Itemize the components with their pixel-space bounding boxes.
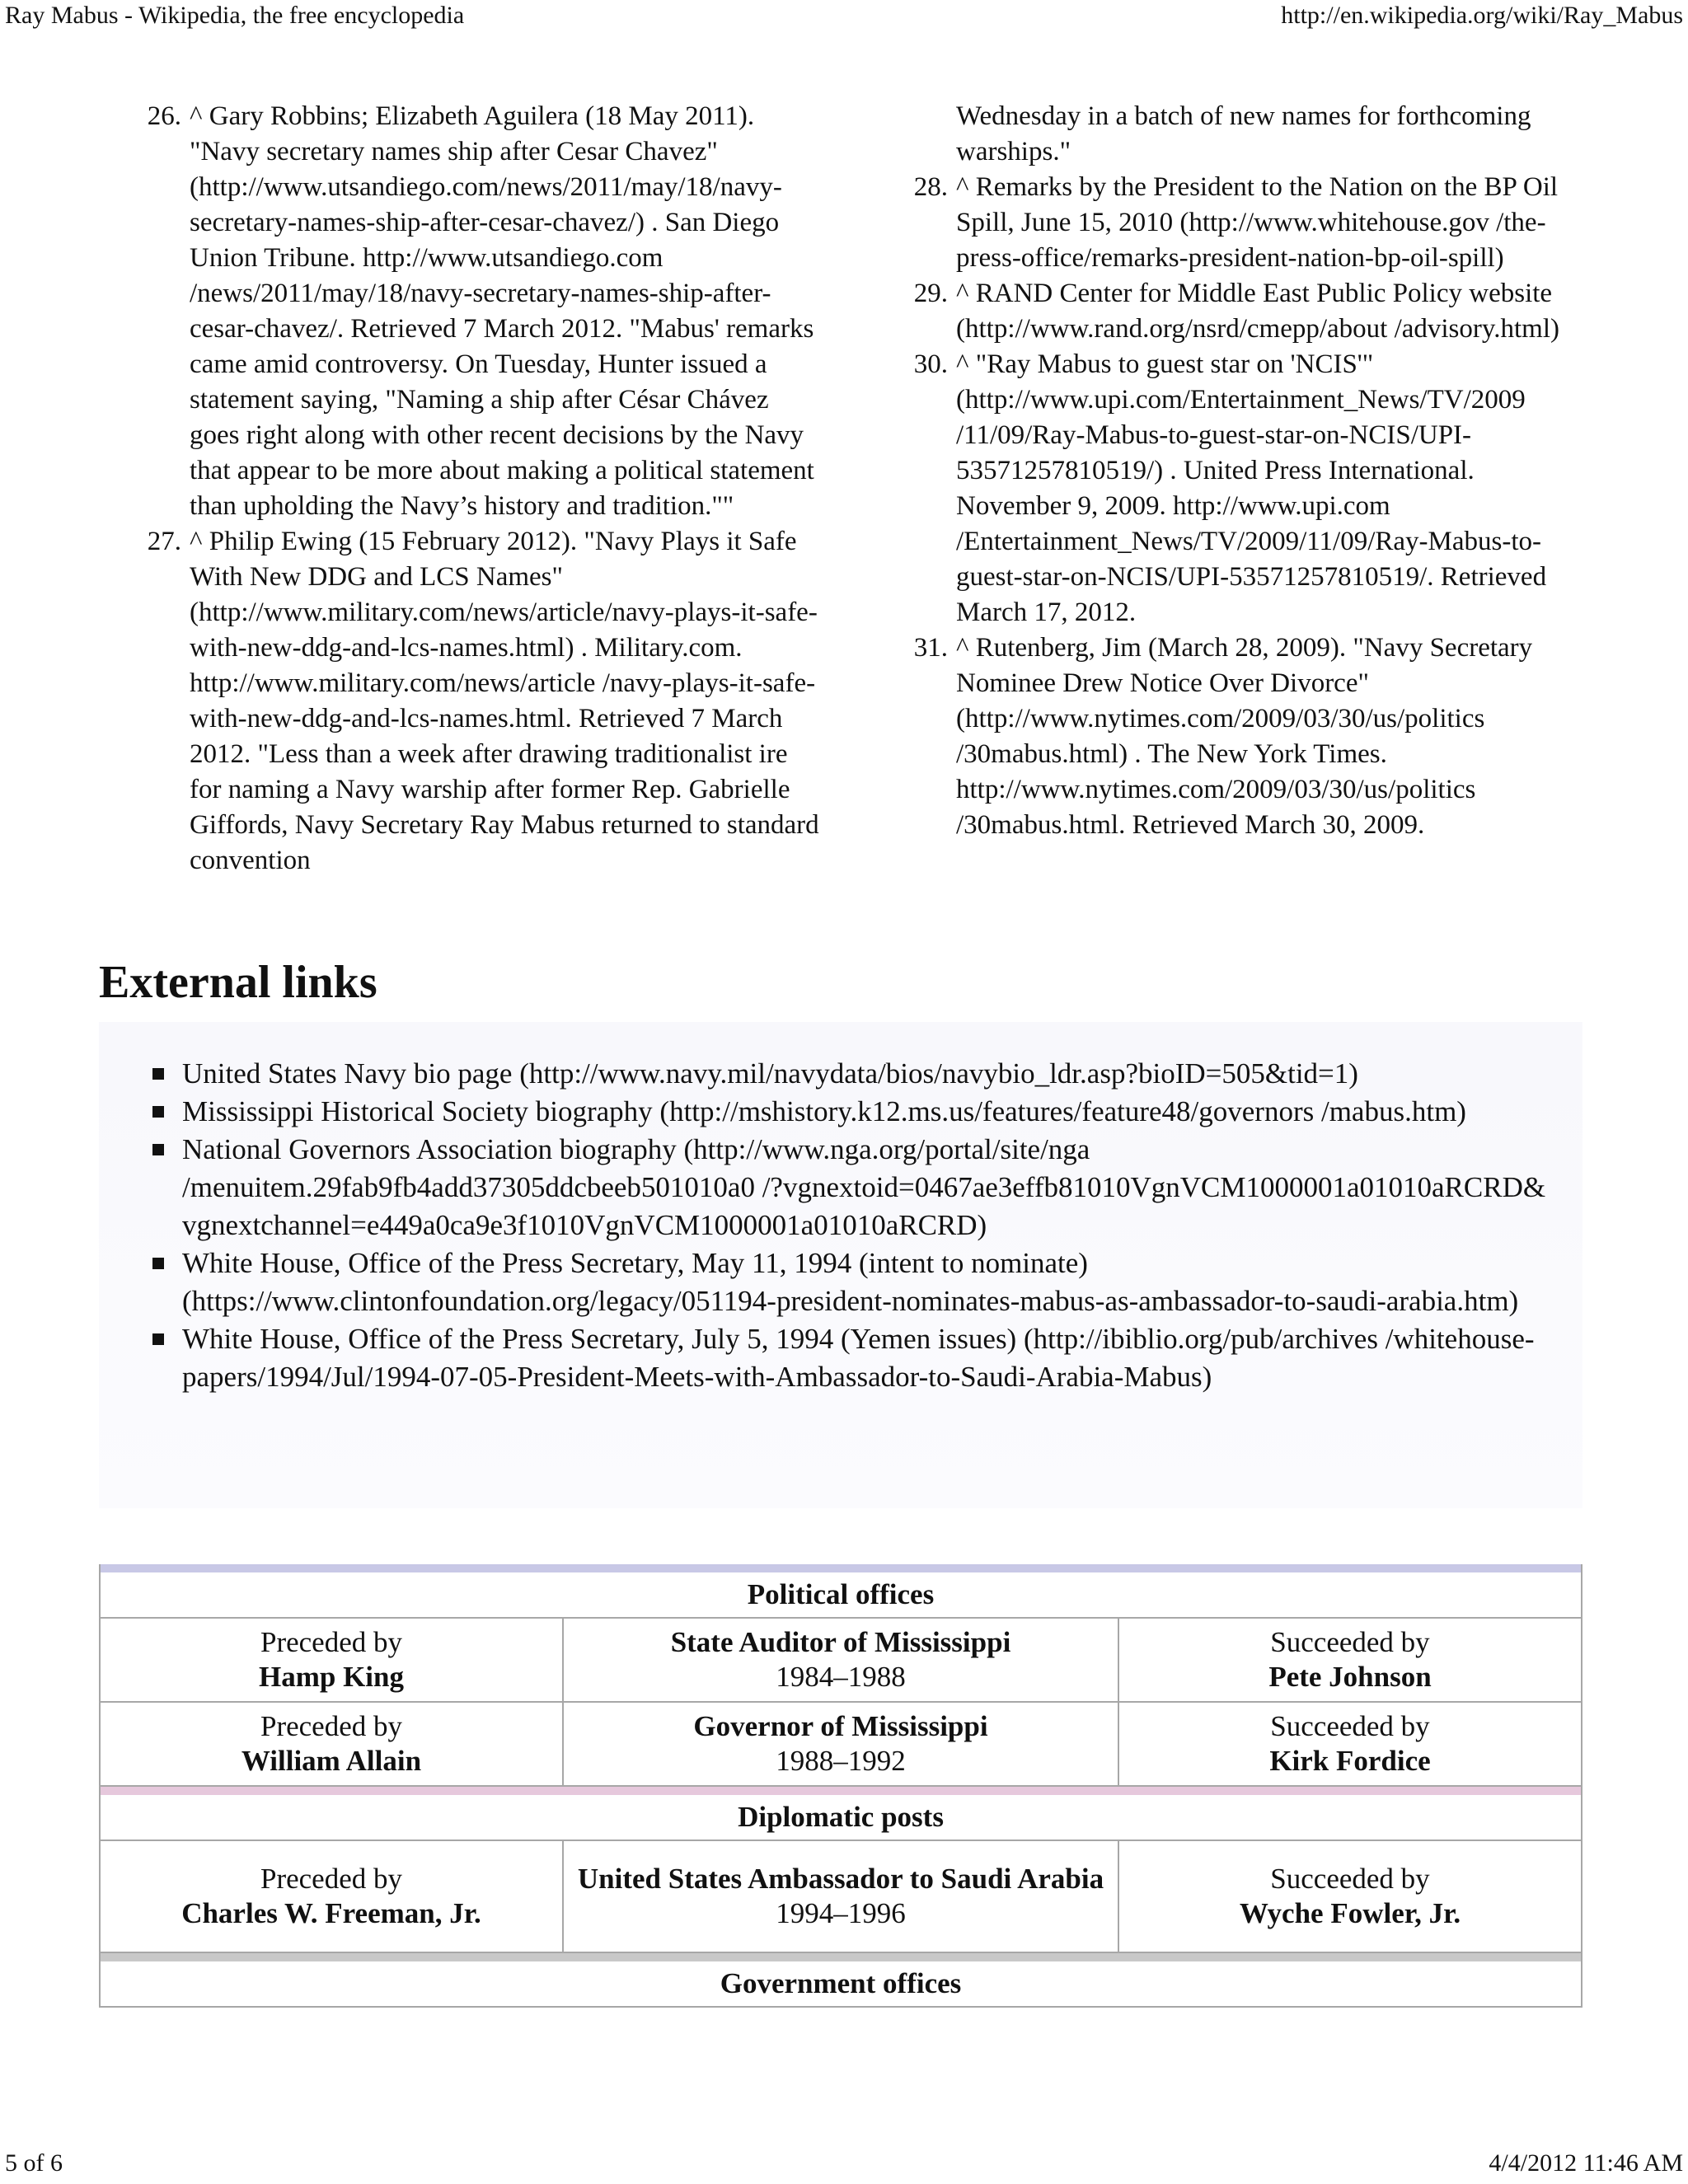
- succeeded-label: Succeeded by: [1270, 1626, 1430, 1658]
- diplomatic-posts-title: Diplomatic posts: [101, 1795, 1581, 1841]
- succession-row: [101, 1841, 1581, 1953]
- reference-item: [890, 347, 1591, 630]
- office-link[interactable]: Governor of Mississippi: [693, 1710, 988, 1742]
- reference-number: 29.: [913, 279, 948, 308]
- square-bullet-icon: [152, 1333, 164, 1345]
- office-cell: [562, 1703, 1119, 1785]
- predecessor-link[interactable]: Charles W. Freeman, Jr.: [181, 1897, 481, 1929]
- preceded-by-cell: [101, 1703, 562, 1785]
- square-bullet-icon: [152, 1106, 164, 1118]
- succeeded-label: Succeeded by: [1270, 1863, 1430, 1895]
- external-link-item: [152, 1131, 1570, 1244]
- reference-text[interactable]: ^ "Ray Mabus to guest star on 'NCIS'" (http://www.upi.com/Entertainment_News/TV/2009 /11/09/Ray-Mabus-to-guest-star-on-NCIS/UPI-53571257810519/) . United Press International. November 9, 2009. http://www.upi.com /Entertainment_News/TV/2009/11/09/Ray-Mabus-to-guest-star-on-NCIS/UPI-53571257810519/. Retrieved March 17, 2012.: [956, 349, 1547, 627]
- political-offices-title: Political offices: [101, 1572, 1581, 1619]
- preceded-label: Preceded by: [260, 1626, 402, 1658]
- predecessor-link[interactable]: Hamp King: [258, 1661, 404, 1693]
- print-datetime: 4/4/2012 11:46 AM: [1489, 2149, 1683, 2177]
- predecessor-link[interactable]: William Allain: [241, 1745, 422, 1777]
- diplomatic-band: [101, 1787, 1581, 1795]
- succeeded-by-cell: [1119, 1841, 1581, 1952]
- successor-link[interactable]: Pete Johnson: [1268, 1661, 1432, 1693]
- page-header: [0, 2, 1688, 30]
- reference-item: [890, 276, 1591, 347]
- office-years: 1988–1992: [776, 1745, 906, 1777]
- page-number: 5 of 6: [5, 2149, 63, 2177]
- page-url[interactable]: http://en.wikipedia.org/wiki/Ray_Mabus: [1281, 2, 1683, 29]
- external-link-item: [152, 1093, 1570, 1131]
- preceded-by-cell: [101, 1841, 562, 1952]
- succeeded-by-cell: [1119, 1619, 1581, 1701]
- reference-text[interactable]: ^ RAND Center for Middle East Public Policy website (http://www.rand.org/nsrd/cmepp/about /advisory.html): [956, 279, 1559, 344]
- reference-text[interactable]: ^ Remarks by the President to the Nation on the BP Oil Spill, June 15, 2010 (http://www.whitehouse.gov /the-press-office/remarks-president-nation-bp-oil-spill): [956, 172, 1559, 273]
- reference-number: 28.: [913, 172, 948, 202]
- page-title: Ray Mabus - Wikipedia, the free encyclopedia: [5, 2, 465, 29]
- reference-number: 30.: [913, 349, 948, 379]
- office-cell: [562, 1619, 1119, 1701]
- government-band: [101, 1953, 1581, 1961]
- preceded-label: Preceded by: [260, 1863, 402, 1895]
- office-years: 1984–1988: [776, 1661, 906, 1693]
- external-link-item: [152, 1320, 1570, 1396]
- references-left-column: [124, 99, 824, 879]
- succession-row: [101, 1703, 1581, 1787]
- reference-text[interactable]: ^ Gary Robbins; Elizabeth Aguilera (18 May 2011). "Navy secretary names ship after Cesar Chavez" (http://www.utsandiego.com/news/2011/may/18/navy-secretary-names-ship-after-cesar-chavez/) . San Diego Union Tribune. http://www.utsandiego.com /news/2011/may/18/navy-secretary-names-ship-after-cesar-chavez/. Retrieved 7 March 2012. "Mabus' remarks came amid controversy. On Tuesday, Hunter issued a statement saying, "Naming a ship after César Chávez goes right along with other recent decisions by the Navy that appear to be more about making a political statement than upholding the Navy’s history and tradition."": [190, 101, 814, 521]
- reference-number: 31.: [913, 633, 948, 663]
- office-cell: [562, 1841, 1119, 1952]
- successor-link[interactable]: Kirk Fordice: [1269, 1745, 1431, 1777]
- reference-item: [124, 524, 824, 879]
- reference-item: [124, 99, 824, 524]
- square-bullet-icon: [152, 1258, 164, 1269]
- external-link[interactable]: White House, Office of the Press Secretary, May 11, 1994 (intent to nominate) (https://www.clintonfoundation.org/legacy/051194-president-nominates-mabus-as-ambassador-to-saudi-arabia.htm): [182, 1247, 1519, 1317]
- square-bullet-icon: [152, 1068, 164, 1080]
- external-link-item: [152, 1055, 1570, 1093]
- reference-number: 26.: [147, 101, 181, 131]
- page-footer: [0, 2149, 1688, 2177]
- external-links-list: [152, 1055, 1570, 1396]
- preceded-by-cell: [101, 1619, 562, 1701]
- successor-link[interactable]: Wyche Fowler, Jr.: [1239, 1897, 1461, 1929]
- external-link[interactable]: National Governors Association biography (http://www.nga.org/portal/site/nga /menuitem.29fab9fb4add37305ddcbeeb501010a0 /?vgnextoid=0467ae3effb81010VgnVCM1000001a01010aRCRD& vgnextchannel=e449a0ca9e3f1010VgnVCM1000001a01010aRCRD): [182, 1133, 1546, 1241]
- external-link-item: [152, 1244, 1570, 1320]
- reference-item: [890, 170, 1591, 276]
- reference-item: [890, 630, 1591, 843]
- preceded-label: Preceded by: [260, 1710, 402, 1742]
- succession-row: [101, 1619, 1581, 1703]
- office-link[interactable]: United States Ambassador to Saudi Arabia: [577, 1863, 1104, 1895]
- square-bullet-icon: [152, 1144, 164, 1155]
- office-years: 1994–1996: [776, 1897, 906, 1929]
- reference-number: 27.: [147, 527, 181, 556]
- reference-text: Wednesday in a batch of new names for forthcoming warships.": [956, 101, 1531, 166]
- external-link[interactable]: Mississippi Historical Society biography (http://mshistory.k12.ms.us/features/feature48/governors /mabus.htm): [182, 1095, 1466, 1127]
- succeeded-by-cell: [1119, 1703, 1581, 1785]
- external-link[interactable]: United States Navy bio page (http://www.navy.mil/navydata/bios/navybio_ldr.asp?bioID=505&tid=1): [182, 1057, 1358, 1090]
- reference-item: [890, 99, 1591, 170]
- references-right-column: [890, 99, 1591, 879]
- references-section: [124, 99, 1591, 879]
- reference-text[interactable]: ^ Rutenberg, Jim (March 28, 2009). "Navy Secretary Nominee Drew Notice Over Divorce" (http://www.nytimes.com/2009/03/30/us/politics /30mabus.html) . The New York Times. http://www.nytimes.com/2009/03/30/us/politics /30mabus.html. Retrieved March 30, 2009.: [956, 633, 1533, 840]
- reference-text[interactable]: ^ Philip Ewing (15 February 2012). "Navy Plays it Safe With New DDG and LCS Names" (http://www.military.com/news/article/navy-plays-it-safe-with-new-ddg-and-lcs-names.html) . Military.com. http://www.military.com/news/article /navy-plays-it-safe-with-new-ddg-and-lcs-names.html. Retrieved 7 March 2012. "Less than a week after drawing traditionalist ire for naming a Navy warship after former Rep. Gabrielle Giffords, Navy Secretary Ray Mabus returned to standard convention: [190, 527, 819, 875]
- political-band: [101, 1564, 1581, 1572]
- succession-box: [99, 1564, 1582, 2008]
- office-link[interactable]: State Auditor of Mississippi: [670, 1626, 1011, 1658]
- external-link[interactable]: White House, Office of the Press Secretary, July 5, 1994 (Yemen issues) (http://ibiblio.org/pub/archives /whitehouse-papers/1994/Jul/1994-07-05-President-Meets-with-Ambassador-to-Saudi-Arabia-Mabus): [182, 1323, 1535, 1393]
- external-links-heading: External links: [99, 957, 377, 1008]
- government-offices-title: Government offices: [720, 1967, 962, 1999]
- succeeded-label: Succeeded by: [1270, 1710, 1430, 1742]
